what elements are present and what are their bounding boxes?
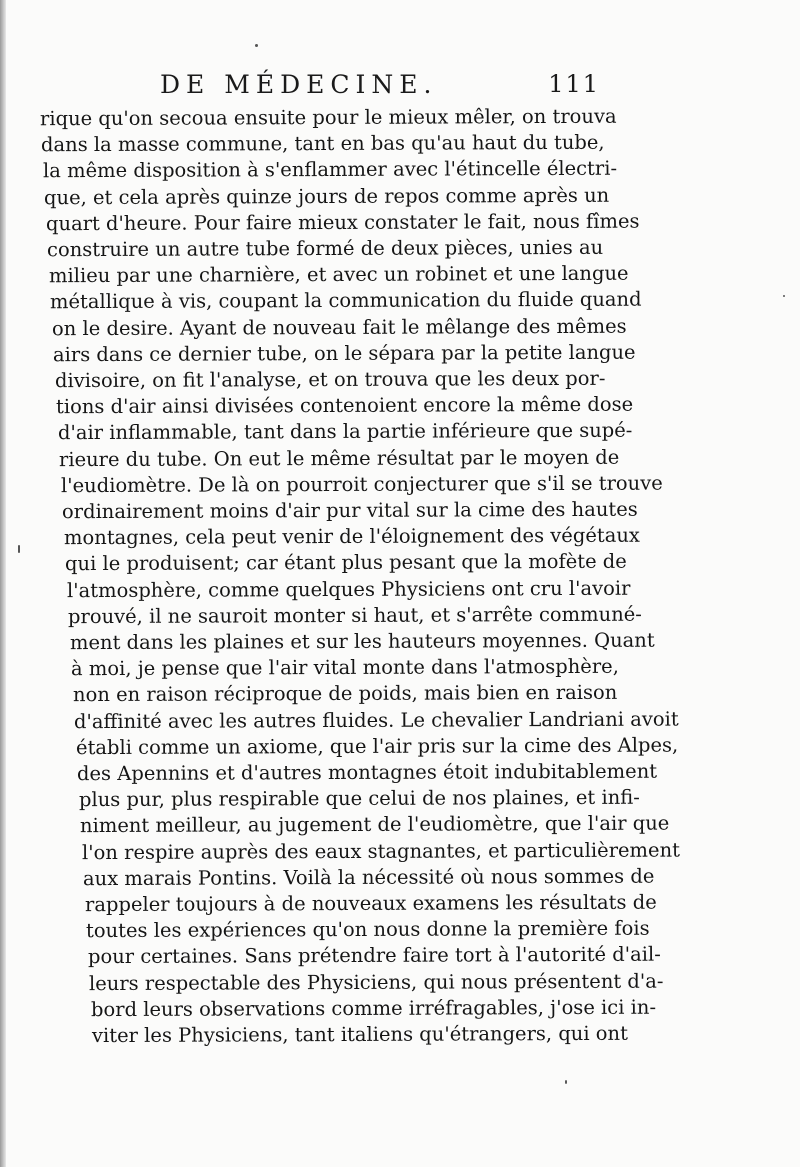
text-line: ment dans les plaines et sur les hauteurs moyennes. Quant — [69, 628, 655, 655]
text-line: toutes les expériences qu'on nous donne la première fois — [85, 916, 650, 943]
text-line: l'on respire auprès des eaux stagnantes, et particulièrement — [81, 838, 680, 864]
text-line: que, et cela après quinze jours de repos comme après un — [44, 183, 610, 209]
text-line: rique qu'on secoua ensuite pour le mieux mêler, on trouva — [39, 104, 617, 131]
text-line: métallique à vis, coupant la communication du fluide quand — [50, 288, 642, 314]
text-line: bord leurs observations comme irréfragables, j'ose ici in- — [90, 995, 656, 1021]
text-line: airs dans ce dernier tube, on le sépara par la petite langue — [53, 340, 636, 366]
text-line: divisoire, on fit l'analyse, et on trouva que les deux por- — [54, 366, 606, 393]
text-line: plus pur, plus respirable que celui de nos plaines, et infi- — [78, 785, 640, 812]
text-line: rieure du tube. On eut le même résultat par le moyen de — [59, 445, 620, 471]
text-line: prouvé, il ne sauroit monter si haut, et s'arrête communé- — [68, 602, 643, 628]
ink-speck — [783, 295, 785, 297]
running-title: DE MÉDECINE. — [160, 70, 438, 99]
text-line: la même disposition à s'enflammer avec l'étincelle électri- — [42, 157, 618, 183]
text-line: l'atmosphère, comme quelques Physiciens ont cru l'avoir — [66, 576, 631, 602]
text-line: ordinairement moins d'air pur vital sur la cime des hautes — [62, 497, 639, 524]
ink-speck — [565, 1080, 567, 1084]
text-line: dans la masse commune, tant en bas qu'au haut du tube, — [41, 130, 606, 157]
text-line: tions d'air ainsi divisées contenoient encore la même dose — [56, 392, 634, 419]
ink-speck — [18, 545, 20, 553]
text-line: pour certaines. Sans prétendre faire tort à l'autorité d'ail- — [87, 943, 661, 969]
text-line: milieu par une charnière, et avec un robinet et une langue — [48, 261, 629, 288]
text-line: l'eudiomètre. De là on pourroit conjecturer que s'il se trouve — [60, 471, 663, 497]
text-line: viter les Physiciens, tant italiens qu'étrangers, qui ont — [91, 1021, 628, 1048]
ink-speck — [255, 44, 258, 47]
text-line: leurs respectable des Physiciens, qui nous présentent d'a- — [88, 969, 664, 995]
text-line: non en raison réciproque de poids, mais bien en raison — [72, 681, 618, 707]
text-line: montagnes, cela peut venir de l'éloignement des végétaux — [63, 523, 640, 550]
text-line: aux marais Pontins. Voilà la nécessité où nous sommes de — [83, 864, 655, 890]
text-line: construire un autre tube formé de deux pièces, unies au — [47, 235, 604, 262]
text-line: établi comme un axiome, que l'air pris sur la cime des Alpes, — [75, 733, 678, 759]
text-line: quart d'heure. Pour faire mieux constater le fait, nous fîmes — [45, 209, 640, 236]
text-line: d'affinité avec les autres fluides. Le chevalier Landriani avoit — [74, 707, 679, 733]
running-header — [160, 70, 600, 102]
page-gutter-shadow — [0, 0, 6, 1167]
page-number: 111 — [548, 70, 600, 98]
text-line: niment meilleur, au jugement de l'eudiomètre, que l'air que — [80, 811, 670, 838]
text-line: rappeler toujours à de nouveaux examens les résultats de — [84, 890, 657, 917]
text-line: d'air inflammable, tant dans la partie inférieure que supé- — [57, 419, 633, 445]
text-line: on le desire. Ayant de nouveau fait le mêlange des mêmes — [51, 314, 627, 340]
text-line: qui le produisent; car étant plus pesant que la mofète de — [65, 550, 628, 576]
text-line: des Apennins et d'autres montagnes étoit indubitablement — [77, 759, 658, 786]
text-line: à moi, je pense que l'air vital monte dans l'atmosphère, — [71, 654, 620, 681]
